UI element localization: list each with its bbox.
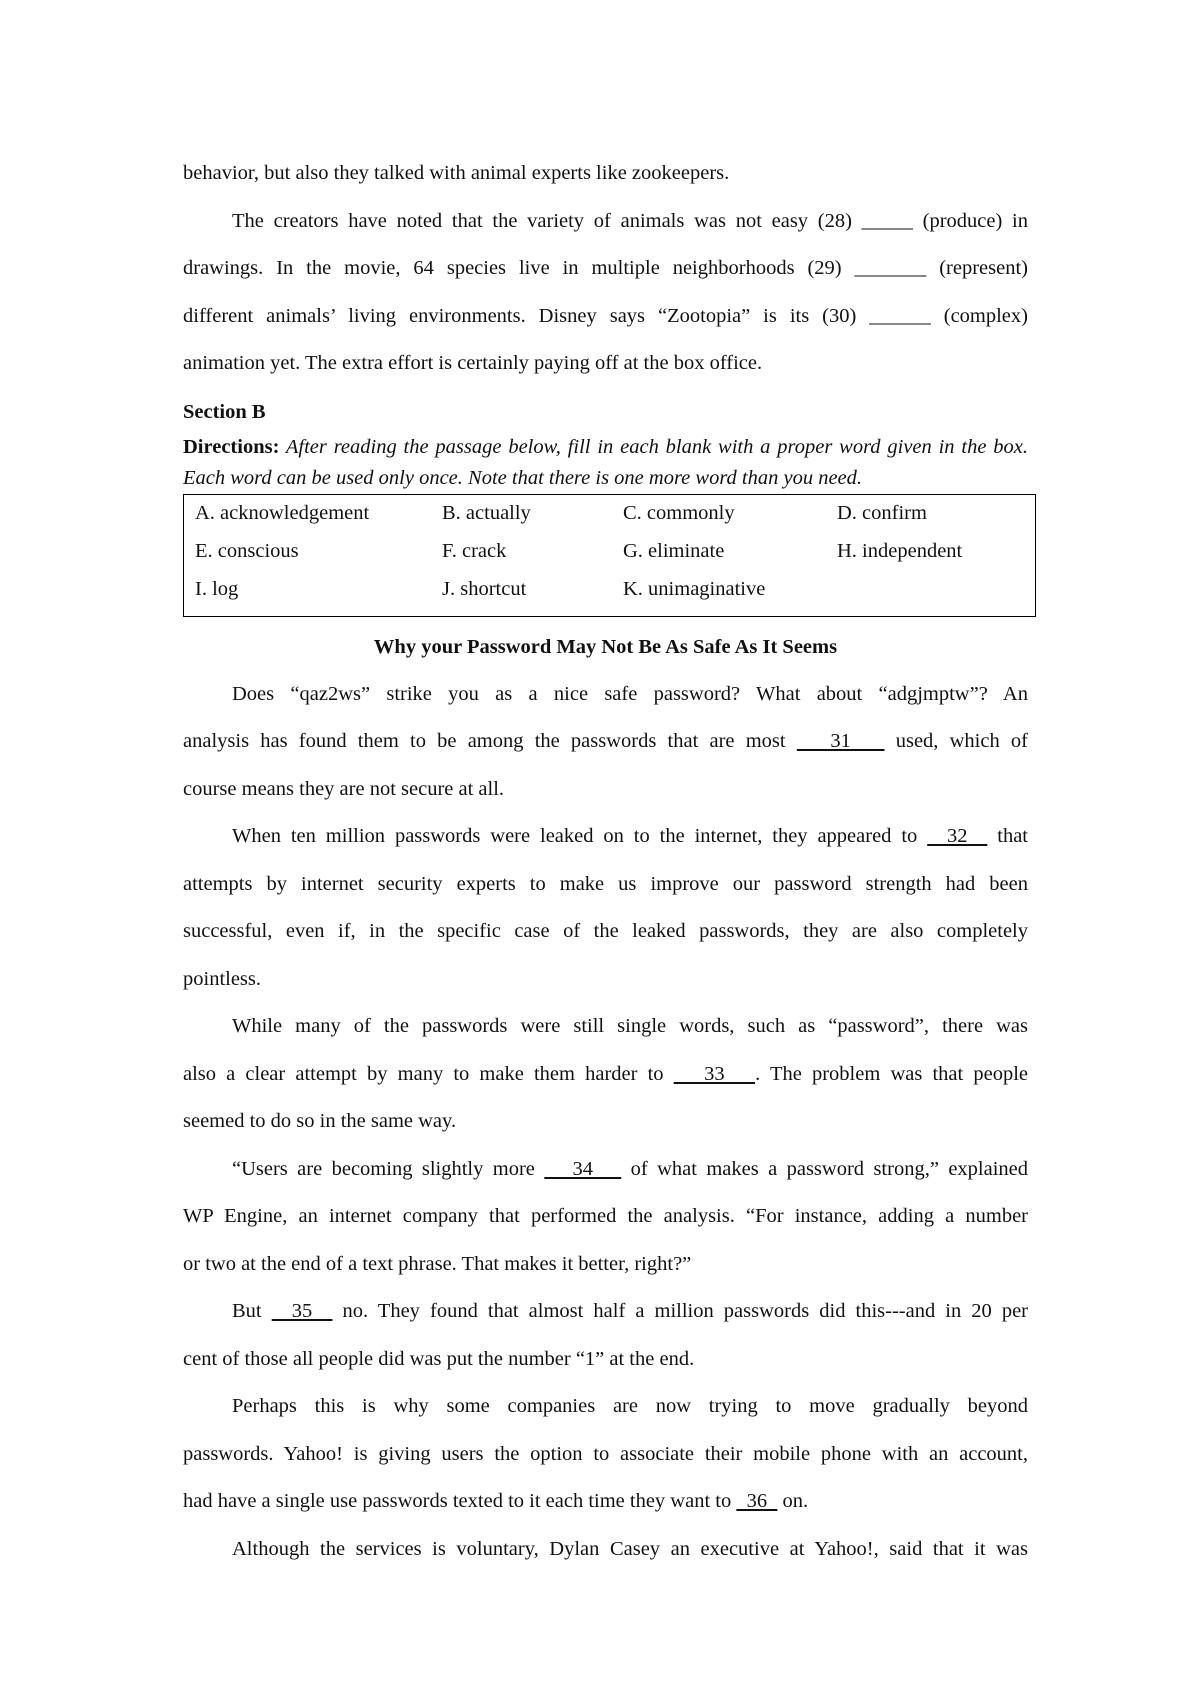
paragraph-3 bbox=[183, 1003, 1028, 1146]
word-option: B. actually bbox=[442, 501, 531, 524]
paragraph-line: successful, even if, in the specific case of the leaked passwords, they are also completely bbox=[183, 920, 1028, 942]
word-box bbox=[183, 494, 1036, 617]
word-option: H. independent bbox=[837, 539, 963, 562]
directions bbox=[183, 432, 1028, 494]
word-option: C. commonly bbox=[623, 501, 735, 524]
paragraph-4 bbox=[183, 1146, 1028, 1289]
document-page bbox=[183, 150, 1028, 1573]
paragraph-line: Perhaps this is why some companies are now trying to move gradually beyond bbox=[232, 1395, 1028, 1417]
section-heading: Section B bbox=[183, 400, 266, 423]
paragraph-line: or two at the end of a text phrase. That makes it better, right?” bbox=[183, 1252, 692, 1275]
paragraph-line: pointless. bbox=[183, 967, 262, 990]
word-option: E. conscious bbox=[195, 539, 299, 562]
paragraph-line: also a clear attempt by many to make them harder to 33 . The problem was that people bbox=[183, 1062, 1028, 1085]
word-option: D. confirm bbox=[837, 501, 927, 524]
paragraph-line: cent of those all people did was put the number “1” at the end. bbox=[183, 1347, 695, 1370]
paragraph-line: But 35 no. They found that almost half a million passwords did this---and in 20 per bbox=[232, 1300, 1029, 1322]
paragraph-line: Although the services is voluntary, Dylan Casey an executive at Yahoo!, said that it was bbox=[232, 1537, 1028, 1560]
word-option: F. crack bbox=[442, 539, 507, 562]
paragraph-line: behavior, but also they talked with animal experts like zookeepers. bbox=[183, 162, 730, 184]
word-option: K. unimaginative bbox=[623, 577, 766, 600]
paragraph-line: Does “qaz2ws” strike you as a nice safe password? What about “adgjmptw”? An bbox=[232, 682, 1028, 705]
blank-35: 35 bbox=[271, 1300, 333, 1322]
paragraph-line: analysis has found them to be among the passwords that are most 31 used, which of bbox=[183, 730, 1028, 752]
paragraph-line: passwords. Yahoo! is giving users the option to associate their mobile phone with an account, bbox=[183, 1442, 1028, 1465]
paragraph-line: course means they are not secure at all. bbox=[183, 777, 505, 800]
paragraph-line: different animals’ living environments. Disney says “Zootopia” is its (30) ______ (complex) bbox=[183, 304, 1028, 327]
paragraph-line: The creators have noted that the variety of animals was not easy (28) _____ (produce) in bbox=[232, 209, 1028, 232]
word-option: G. eliminate bbox=[623, 539, 725, 562]
paragraph-line: WP Engine, an internet company that performed the analysis. “For instance, adding a number bbox=[183, 1205, 1028, 1227]
word-option: A. acknowledgement bbox=[195, 501, 370, 524]
paragraph-line: While many of the passwords were still single words, such as “password”, there was bbox=[232, 1015, 1028, 1037]
blank-31: 31 bbox=[796, 730, 885, 752]
paragraph-5 bbox=[183, 1288, 1028, 1383]
word-option bbox=[837, 574, 1036, 612]
paragraph-6 bbox=[183, 1383, 1028, 1526]
paragraph-line: seemed to do so in the same way. bbox=[183, 1110, 457, 1132]
passage-title: Why your Password May Not Be As Safe As It Seems bbox=[373, 635, 838, 658]
paragraph-line: drawings. In the movie, 64 species live in multiple neighborhoods (29) _______ (represent) bbox=[183, 257, 1028, 279]
blank-33: 33 bbox=[673, 1062, 756, 1085]
word-option: I. log bbox=[195, 577, 239, 600]
blank-32: 32 bbox=[927, 825, 988, 847]
paragraph-1 bbox=[183, 671, 1028, 814]
paragraph-line: “Users are becoming slightly more 34 of what makes a password strong,” explained bbox=[232, 1157, 1029, 1180]
paragraph-line: had have a single use passwords texted to it each time they want to 36 on. bbox=[183, 1490, 809, 1512]
paragraph-line: animation yet. The extra effort is certainly paying off at the box office. bbox=[183, 352, 763, 374]
paragraph-zootopia bbox=[183, 198, 1028, 388]
paragraph-line: When ten million passwords were leaked on to the internet, they appeared to 32 that bbox=[232, 825, 1028, 847]
paragraph-2 bbox=[183, 813, 1028, 1003]
blank-34: 34 bbox=[544, 1157, 622, 1180]
word-option: J. shortcut bbox=[442, 577, 527, 600]
blank-36: 36 bbox=[736, 1490, 778, 1512]
paragraph-7 bbox=[183, 1526, 1028, 1574]
directions-label: Directions: bbox=[183, 435, 280, 458]
paragraph-line: attempts by internet security experts to make us improve our password strength had been bbox=[183, 872, 1028, 895]
directions-text: After reading the passage below, fill in each blank with a proper word given in the box. Each word can be used only once. Note that there is one more word than you need. bbox=[183, 435, 1028, 489]
